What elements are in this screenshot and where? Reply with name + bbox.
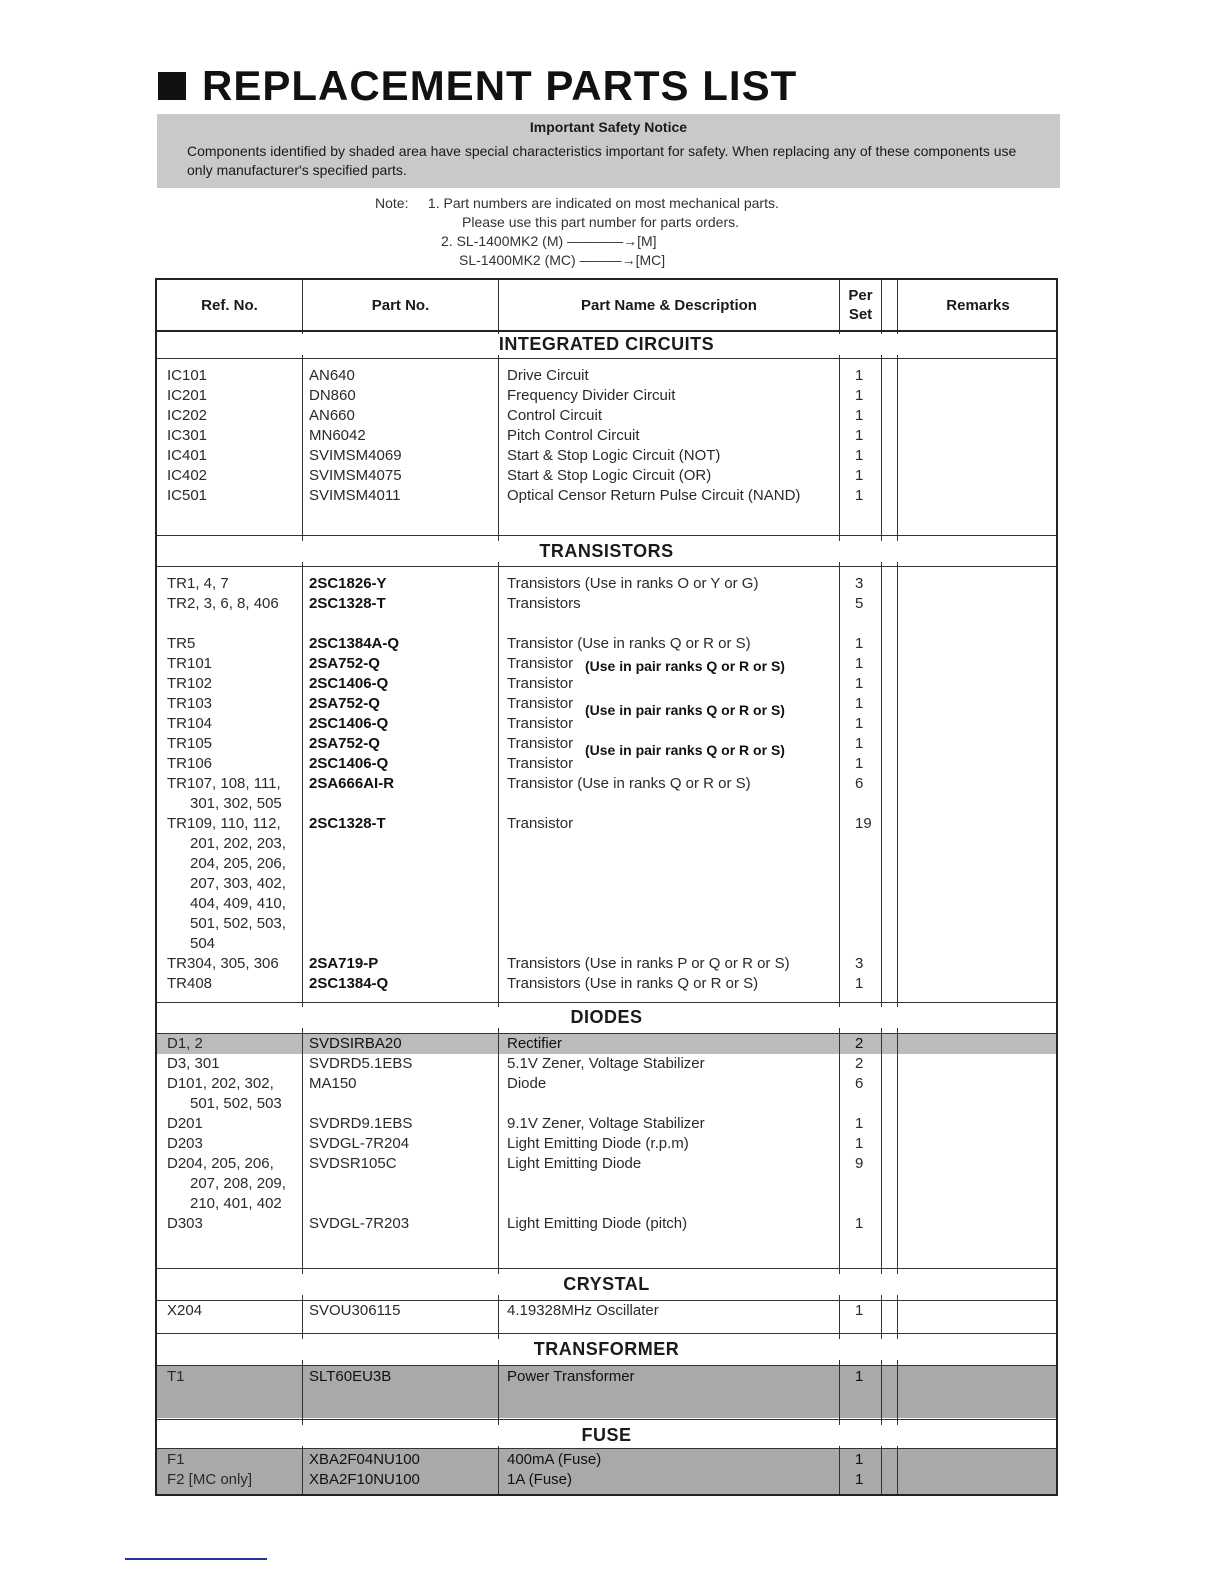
row-ref: IC501 — [167, 487, 208, 504]
row-qty: 1 — [855, 1368, 864, 1385]
row-qty: 1 — [855, 975, 864, 992]
row-ref: IC401 — [167, 447, 208, 464]
row-part: SVIMSM4075 — [309, 467, 402, 484]
row-ref: 207, 303, 402, — [190, 875, 286, 892]
square-bullet-icon — [158, 72, 186, 100]
col-header-remarks: Remarks — [946, 296, 1010, 314]
row-ref: IC201 — [167, 387, 208, 404]
rule — [157, 330, 1056, 332]
row-ref: TR408 — [167, 975, 213, 992]
pair-note: (Use in pair ranks Q or R or S) — [585, 742, 785, 758]
row-ref: D204, 205, 206, — [167, 1155, 274, 1172]
row-desc: Transistor — [507, 755, 574, 772]
row-part: SVDRD9.1EBS — [309, 1115, 413, 1132]
row-qty: 1 — [855, 695, 864, 712]
row-part: SVOU306115 — [309, 1302, 401, 1319]
row-part: 2SC1406-Q — [309, 715, 389, 732]
row-qty: 1 — [855, 487, 864, 504]
note-1a: 1. Part numbers are indicated on most mechanical parts. — [427, 195, 779, 211]
shaded-row-d1 — [157, 1034, 1056, 1054]
row-qty: 1 — [855, 1135, 864, 1152]
row-desc: Transistor — [507, 675, 574, 692]
rule — [157, 1365, 1056, 1366]
rule — [157, 566, 1056, 567]
row-part: MN6042 — [309, 427, 366, 444]
col-header-per-set — [840, 280, 881, 330]
row-desc: Optical Censor Return Pulse Circuit (NAND) — [507, 487, 801, 504]
row-part: 2SA752-Q — [309, 735, 380, 752]
pair-note: (Use in pair ranks Q or R or S) — [585, 658, 785, 674]
note-2b: SL-1400MK2 (MC) — [459, 252, 576, 268]
col-divider — [498, 280, 499, 1494]
col-header-desc: Part Name & Description — [581, 296, 757, 314]
row-desc: Transistor — [507, 735, 574, 752]
rule — [157, 535, 1056, 536]
row-ref: F2 [MC only] — [167, 1471, 253, 1488]
row-ref: D201 — [167, 1115, 203, 1132]
row-qty: 9 — [855, 1155, 864, 1172]
row-desc: Transistors (Use in ranks O or Y or G) — [507, 575, 759, 592]
row-desc: 1A (Fuse) — [507, 1471, 573, 1488]
row-desc: Control Circuit — [507, 407, 603, 424]
row-ref: TR104 — [167, 715, 213, 732]
row-part: SVDGL-7R203 — [309, 1215, 410, 1232]
row-ref: 210, 401, 402 — [190, 1195, 282, 1212]
row-ref: D3, 301 — [167, 1055, 220, 1072]
row-ref: TR107, 108, 111, — [167, 775, 281, 792]
row-qty: 3 — [855, 955, 864, 972]
note-2a-code: [M] — [637, 233, 657, 249]
row-qty: 1 — [855, 755, 864, 772]
row-ref: IC202 — [167, 407, 208, 424]
row-desc: Transistor — [507, 695, 574, 712]
row-qty: 1 — [855, 447, 864, 464]
row-desc: Transistor — [507, 815, 574, 832]
row-ref: D203 — [167, 1135, 203, 1152]
footer-rule — [125, 1558, 267, 1560]
row-desc: Transistors (Use in ranks Q or R or S) — [507, 975, 759, 992]
section-transformer: TRANSFORMER — [157, 1339, 1056, 1360]
section-fuse: FUSE — [157, 1425, 1056, 1446]
notice-heading: Important Safety Notice — [529, 119, 688, 135]
row-part: 2SC1384-Q — [309, 975, 389, 992]
row-ref: TR1, 4, 7 — [167, 575, 229, 592]
row-ref: D303 — [167, 1215, 203, 1232]
note-2b-code: [MC] — [635, 252, 666, 268]
arrow-icon: ———→ — [579, 252, 636, 268]
rule — [157, 1448, 1056, 1449]
row-qty: 1 — [855, 675, 864, 692]
row-ref: D101, 202, 302, — [167, 1075, 274, 1092]
row-qty: 3 — [855, 575, 864, 592]
row-part: 2SC1328-T — [309, 815, 386, 832]
row-ref: 501, 502, 503 — [190, 1095, 282, 1112]
row-part: SVDGL-7R204 — [309, 1135, 410, 1152]
row-qty: 6 — [855, 1075, 864, 1092]
row-qty: 5 — [855, 595, 864, 612]
row-ref: 207, 208, 209, — [190, 1175, 286, 1192]
row-desc: Diode — [507, 1075, 547, 1092]
row-ref: TR101 — [167, 655, 213, 672]
row-part: 2SA752-Q — [309, 655, 380, 672]
row-qty: 2 — [855, 1035, 864, 1052]
row-part: SVDSR105C — [309, 1155, 397, 1172]
row-desc: Transistor — [507, 655, 574, 672]
row-desc: 5.1V Zener, Voltage Stabilizer — [507, 1055, 705, 1072]
row-part: XBA2F10NU100 — [309, 1471, 420, 1488]
row-ref: 404, 409, 410, — [190, 895, 286, 912]
row-desc: Start & Stop Logic Circuit (OR) — [507, 467, 712, 484]
row-ref: TR102 — [167, 675, 213, 692]
row-part: 2SC1826-Y — [309, 575, 387, 592]
row-part: SLT60EU3B — [309, 1368, 392, 1385]
parts-table — [155, 278, 1058, 1496]
row-qty: 1 — [855, 427, 864, 444]
row-desc: 9.1V Zener, Voltage Stabilizer — [507, 1115, 705, 1132]
row-desc: Rectifier — [507, 1035, 563, 1052]
shaded-rows-fuse — [157, 1448, 1056, 1494]
col-header-part: Part No. — [371, 296, 430, 314]
row-part: 2SA752-Q — [309, 695, 380, 712]
row-ref: TR5 — [167, 635, 196, 652]
notes-block — [375, 194, 779, 270]
col-divider — [302, 280, 303, 1494]
row-part: 2SA666AI-R — [309, 775, 395, 792]
row-part: SVDRD5.1EBS — [309, 1055, 413, 1072]
row-qty: 1 — [855, 387, 864, 404]
set-label: Set — [848, 306, 873, 323]
row-desc: Transistor — [507, 715, 574, 732]
row-qty: 19 — [855, 815, 872, 832]
row-qty: 1 — [855, 1471, 864, 1488]
row-part: SVDSIRBA20 — [309, 1035, 402, 1052]
row-part: DN860 — [309, 387, 356, 404]
row-ref: TR304, 305, 306 — [167, 955, 279, 972]
rule — [157, 1002, 1056, 1003]
row-part: 2SC1406-Q — [309, 675, 389, 692]
pair-note: (Use in pair ranks Q or R or S) — [585, 702, 785, 718]
note-2a: 2. SL-1400MK2 (M) — [441, 233, 564, 249]
rule — [157, 358, 1056, 359]
row-ref: 301, 302, 505 — [190, 795, 282, 812]
note-label: Note: — [375, 195, 409, 211]
row-qty: 1 — [855, 1215, 864, 1232]
row-part: XBA2F04NU100 — [309, 1451, 420, 1468]
row-desc: Light Emitting Diode — [507, 1155, 642, 1172]
row-qty: 2 — [855, 1055, 864, 1072]
col-divider — [897, 280, 898, 1494]
row-desc: 4.19328MHz Oscillater — [507, 1302, 659, 1319]
rule — [157, 1333, 1056, 1334]
row-part: 2SC1384A-Q — [309, 635, 400, 652]
row-ref: IC402 — [167, 467, 208, 484]
row-desc: Pitch Control Circuit — [507, 427, 640, 444]
row-ref: TR103 — [167, 695, 213, 712]
row-ref: 201, 202, 203, — [190, 835, 286, 852]
row-desc: Power Transformer — [507, 1368, 635, 1385]
row-part: AN640 — [309, 367, 355, 384]
row-qty: 1 — [855, 1451, 864, 1468]
title-text: REPLACEMENT PARTS LIST — [202, 62, 798, 109]
page-title — [158, 62, 797, 110]
col-header-ref: Ref. No. — [201, 296, 258, 314]
row-ref: TR105 — [167, 735, 213, 752]
row-qty: 1 — [855, 715, 864, 732]
rule — [157, 1419, 1056, 1420]
row-part: SVIMSM4011 — [309, 487, 401, 504]
arrow-icon: ————→ — [567, 233, 638, 249]
row-qty: 1 — [855, 1302, 864, 1319]
row-qty: 6 — [855, 775, 864, 792]
row-part: SVIMSM4069 — [309, 447, 402, 464]
row-desc: Start & Stop Logic Circuit (NOT) — [507, 447, 721, 464]
row-desc: Transistor (Use in ranks Q or R or S) — [507, 635, 751, 652]
row-desc: Drive Circuit — [507, 367, 589, 384]
col-divider — [839, 280, 840, 1494]
row-qty: 1 — [855, 407, 864, 424]
per-label: Per — [848, 287, 873, 304]
row-desc: 400mA (Fuse) — [507, 1451, 602, 1468]
row-ref: TR106 — [167, 755, 213, 772]
rule — [157, 1033, 1056, 1034]
row-ref: 204, 205, 206, — [190, 855, 286, 872]
rule — [157, 1268, 1056, 1269]
row-desc: Light Emitting Diode (pitch) — [507, 1215, 688, 1232]
row-desc: Transistor (Use in ranks Q or R or S) — [507, 775, 751, 792]
row-ref: IC101 — [167, 367, 208, 384]
row-desc: Transistors (Use in ranks P or Q or R or S) — [507, 955, 790, 972]
row-qty: 1 — [855, 367, 864, 384]
row-qty: 1 — [855, 735, 864, 752]
row-part: 2SC1328-T — [309, 595, 386, 612]
row-ref: D1, 2 — [167, 1035, 203, 1052]
section-transistors: TRANSISTORS — [157, 541, 1056, 562]
notice-text: Components identified by shaded area have special characteristics important for safety. When replacing any of these components use only manufacturer's specified parts. — [187, 143, 1017, 178]
col-divider — [881, 280, 882, 1494]
row-part: 2SC1406-Q — [309, 755, 389, 772]
row-ref: X204 — [167, 1302, 203, 1319]
row-qty: 1 — [855, 635, 864, 652]
section-ic: INTEGRATED CIRCUITS — [157, 334, 1056, 355]
row-desc: Frequency Divider Circuit — [507, 387, 676, 404]
safety-notice — [157, 114, 1060, 188]
section-diodes: DIODES — [157, 1007, 1056, 1028]
row-ref: IC301 — [167, 427, 208, 444]
section-crystal: CRYSTAL — [157, 1274, 1056, 1295]
row-desc: Light Emitting Diode (r.p.m) — [507, 1135, 689, 1152]
row-ref: 504 — [190, 935, 216, 952]
row-ref: F1 — [167, 1451, 185, 1468]
row-ref: TR109, 110, 112, — [167, 815, 281, 832]
row-qty: 1 — [855, 655, 864, 672]
note-1b: Please use this part number for parts orders. — [462, 214, 740, 230]
row-desc: Transistors — [507, 595, 581, 612]
row-qty: 1 — [855, 1115, 864, 1132]
row-ref: 501, 502, 503, — [190, 915, 286, 932]
row-ref: TR2, 3, 6, 8, 406 — [167, 595, 279, 612]
row-part: MA150 — [309, 1075, 357, 1092]
row-part: 2SA719-P — [309, 955, 379, 972]
row-part: AN660 — [309, 407, 355, 424]
row-ref: T1 — [167, 1368, 185, 1385]
row-qty: 1 — [855, 467, 864, 484]
